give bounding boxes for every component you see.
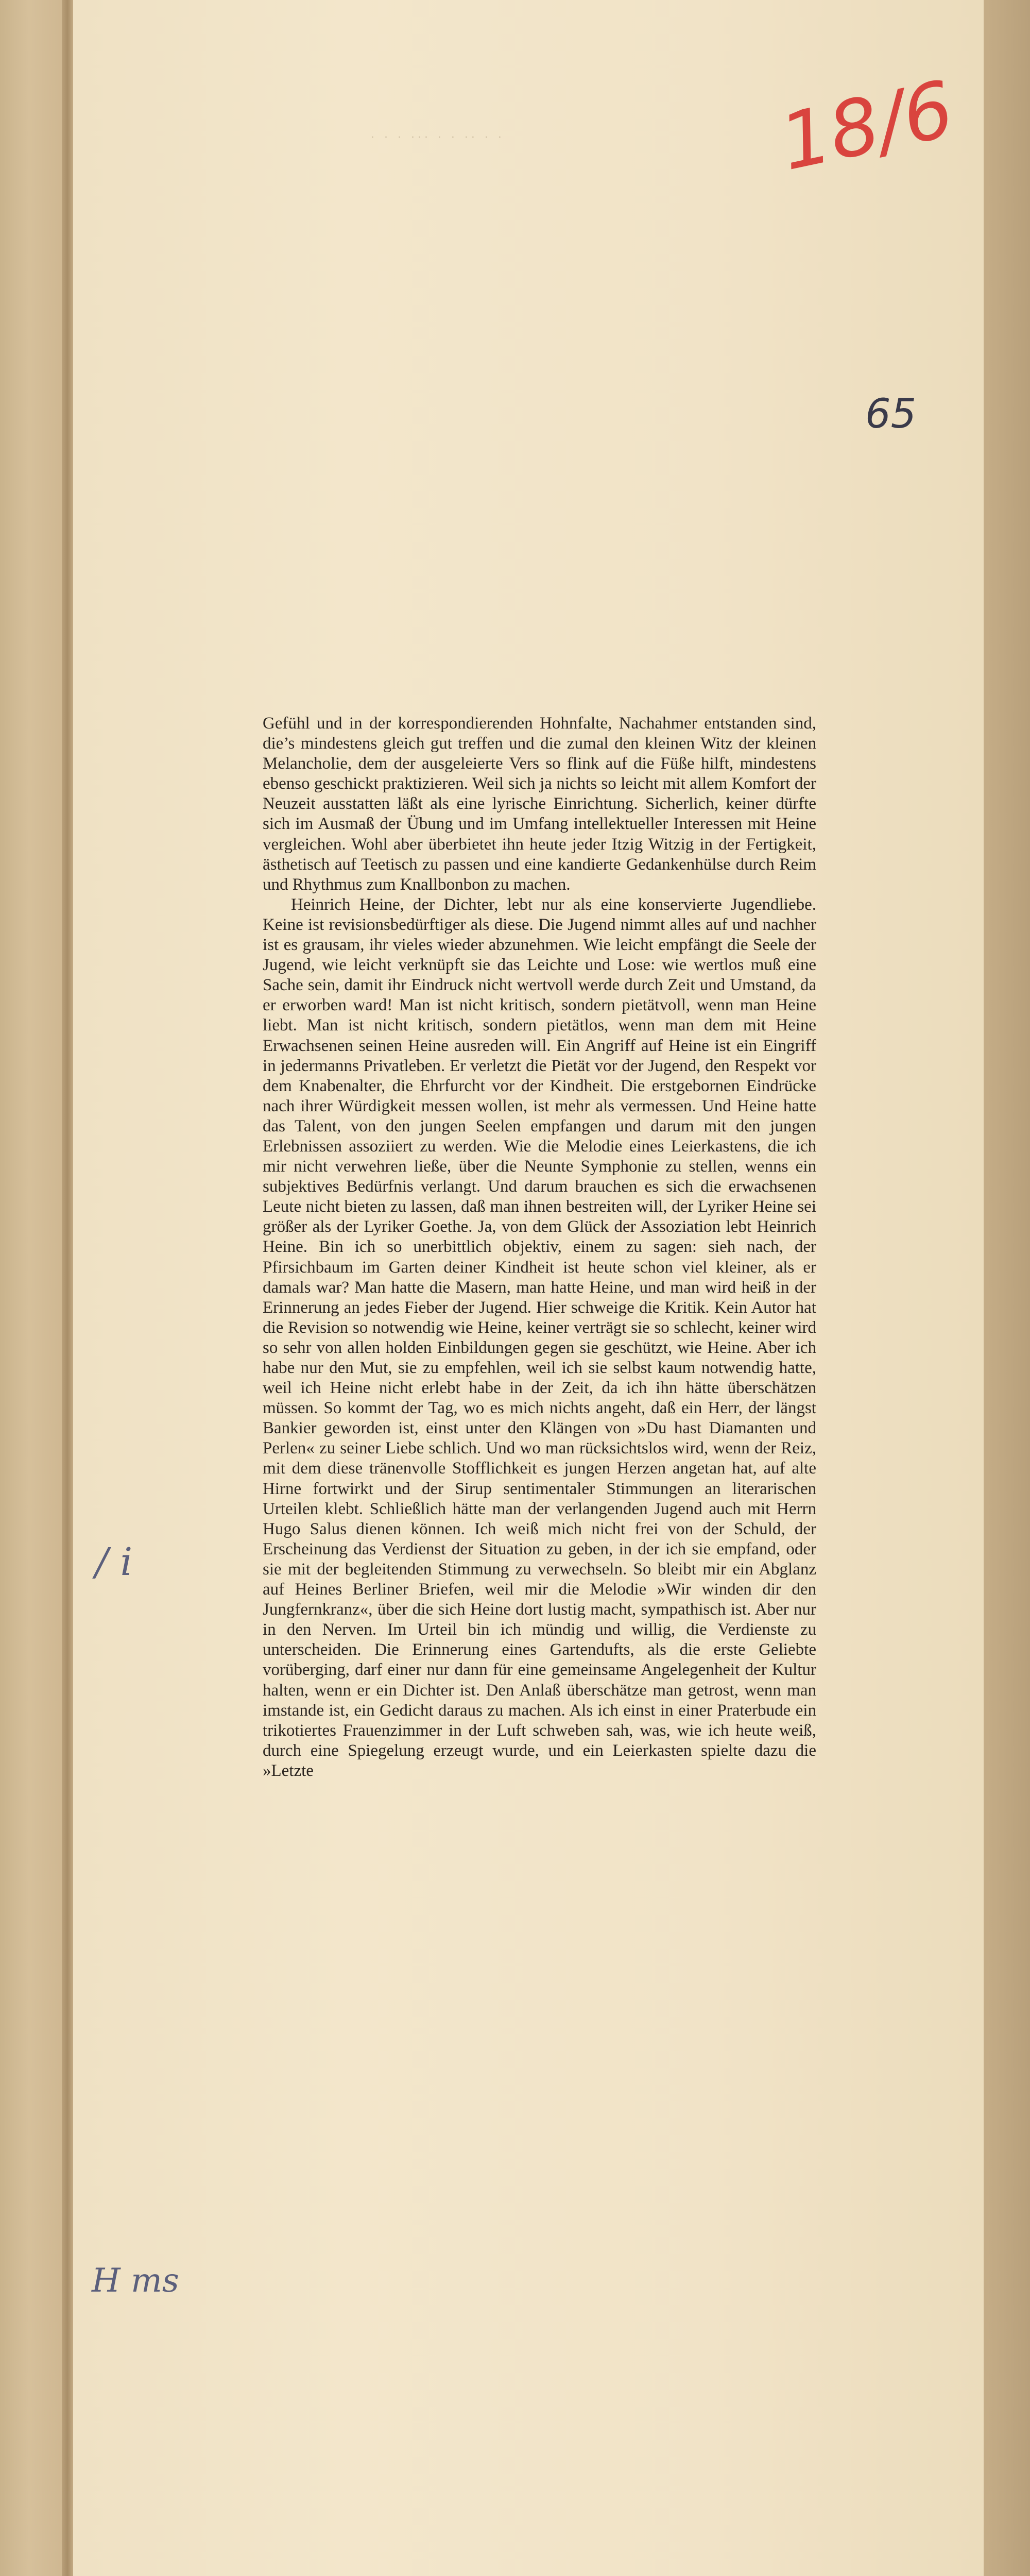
body-text bbox=[263, 714, 816, 2576]
margin-note: H ms bbox=[92, 2262, 179, 2300]
margin-note: / i bbox=[95, 1540, 133, 1584]
binding-strip bbox=[0, 0, 72, 2576]
page-right-edge bbox=[984, 0, 1030, 2576]
folio-number: 65 bbox=[865, 391, 917, 437]
paragraph: Heinrich Heine, der Dichter, lebt nur als eine konservierte Jugendliebe. Keine ist revisionsbedürftiger als diese. Die Jugend nimmt alles auf und nachher ist es grausam, ihr vieles wieder abzunehmen. Wie leicht empfängt die Seele der Jugend, wie leicht verknüpft sie das Leichte und Lose: wie wertlos muß eine Sache sein, damit ihr Eindruck nicht wertvoll werde durch Zeit und Umstand, da er erworben ward! Man ist nicht kritisch, sondern pietätvoll, wenn man Heine liebt. Man ist nicht kritisch, sondern pietätlos, wenn man dem mit Heine Erwachsenen seinen Heine ausreden will. Ein Angriff auf Heine ist ein Eingriff in jedermanns Privatleben. Er verletzt die Pietät vor der Jugend, den Respekt vor dem Knabenalter, die Ehrfurcht vor der Kindheit. Die erstgebornen Eindrücke nach ihrer Würdigkeit messen wollen, ist mehr als vermessen. Und Heine hatte das Talent, von den jungen Seelen empfangen und darum mit den jungen Erlebnissen assoziiert zu werden. Wie die Melodie eines Leierkastens, die ich mir nicht verwehren ließe, über die Neunte Symphonie zu stellen, wenns ein subjektives Bedürfnis verlangt. Und darum brauchen es sich die erwachsenen Leute nicht bieten zu lassen, daß man ihnen bestreiten will, der Lyriker Heine sei größer als der Lyriker Goethe. Ja, von dem Glück der Assoziation lebt Heinrich Heine. Bin ich so unerbittlich objektiv, einem zu sagen: sieh nach, der Pfirsichbaum im Garten deiner Kindheit ist heute schon viel kleiner, als er damals war? Man hatte die Masern, man hatte Heine, und man wird heiß in der Erinnerung an jedes Fieber der Jugend. Hier schweige die Kritik. Kein Autor hat die Revision so notwendig wie Heine, keiner verträgt sie so schlecht, keiner wird so sehr von allen holden Einbildungen gegen sie geschützt, wie Heine. Aber ich habe nur den Mut, sie zu empfehlen, weil ich sie selbst kaum notwendig hatte, weil ich Heine nicht erlebt habe in der Zeit, da ich ihn hätte überschätzen müssen. So kommt der Tag, wo es mich nichts angeht, daß ein Herr, der längst Bankier geworden ist, einst unter den Klängen von »Du hast Diamanten und Perlen« zu seiner Liebe schlich. Und wo man rücksichtslos wird, wenn der Reiz, mit dem diese tränenvolle Stofflichkeit es jungen Herzen angetan hat, auf alte Hirne fortwirkt und der Sirup sentimentaler Stimmungen an literarischen Urteilen klebt. Schließlich hätte man der verlangenden Jugend auch mit Herrn Hugo Salus dienen können. Ich weiß mich nicht frei von der Schuld, der Erscheinung das Verdienst der Situation zu geben, in der ich sie empfand, oder sie mit der begleitenden Stimmung zu verwechseln. So bleibt mir ein Abglanz auf Heines Berliner Briefen, weil mir die Melodie »Wir winden dir den Jungfernkranz«, über die sich Heine dort lustig macht, sympathisch ist. Aber nur in den Nerven. Im Urteil bin ich mündig und willig, die Verdienste zu unterscheiden. Die Erinnerung eines Gartendufts, als die erste Geliebte vorüberging, darf einer nur dann für eine gemeinsame Angelegenheit der Kultur halten, wenn er ein Dichter ist. Den Anlaß überschätze man getrost, wenn man imstande ist, ein Gedicht daraus zu machen. Als ich einst in einer Praterbude ein trikotiertes Frauenzimmer in der Luft schweben sah, was, wie ich heute weiß, durch eine Spiegelung erzeugt wurde, und ein Leierkasten spielte dazu die »Letzte bbox=[263, 895, 816, 1780]
binding-edge bbox=[62, 0, 73, 2576]
faint-stamp: · · · ··· · · ·· · · bbox=[371, 131, 505, 144]
paragraph: Gefühl und in der korrespondierenden Hohnfalte, Nachahmer entstanden sind, die’s mindestens gleich gut treffen und die zumal den kleinen Witz der kleinen Melancholie, dem der ausgeleierte Vers so flink auf die Füße hilft, mindestens ebenso geschickt praktizieren. Weil sich ja nichts so leicht mit allem Komfort der Neuzeit ausstatten läßt als eine lyrische Einrichtung. Sicherlich, keiner dürfte sich im Ausmaß der Übung und im Umfang intellektueller Interessen mit Heine vergleichen. Wohl aber überbietet ihn heute jeder Itzig Witzig in der Fertigkeit, ästhetisch auf Teetisch zu passen und eine kandierte Gedankenhülse durch Reim und Rhythmus zum Knallbonbon zu machen. bbox=[263, 714, 816, 894]
red-pencil-mark: 18/6 bbox=[772, 64, 962, 189]
